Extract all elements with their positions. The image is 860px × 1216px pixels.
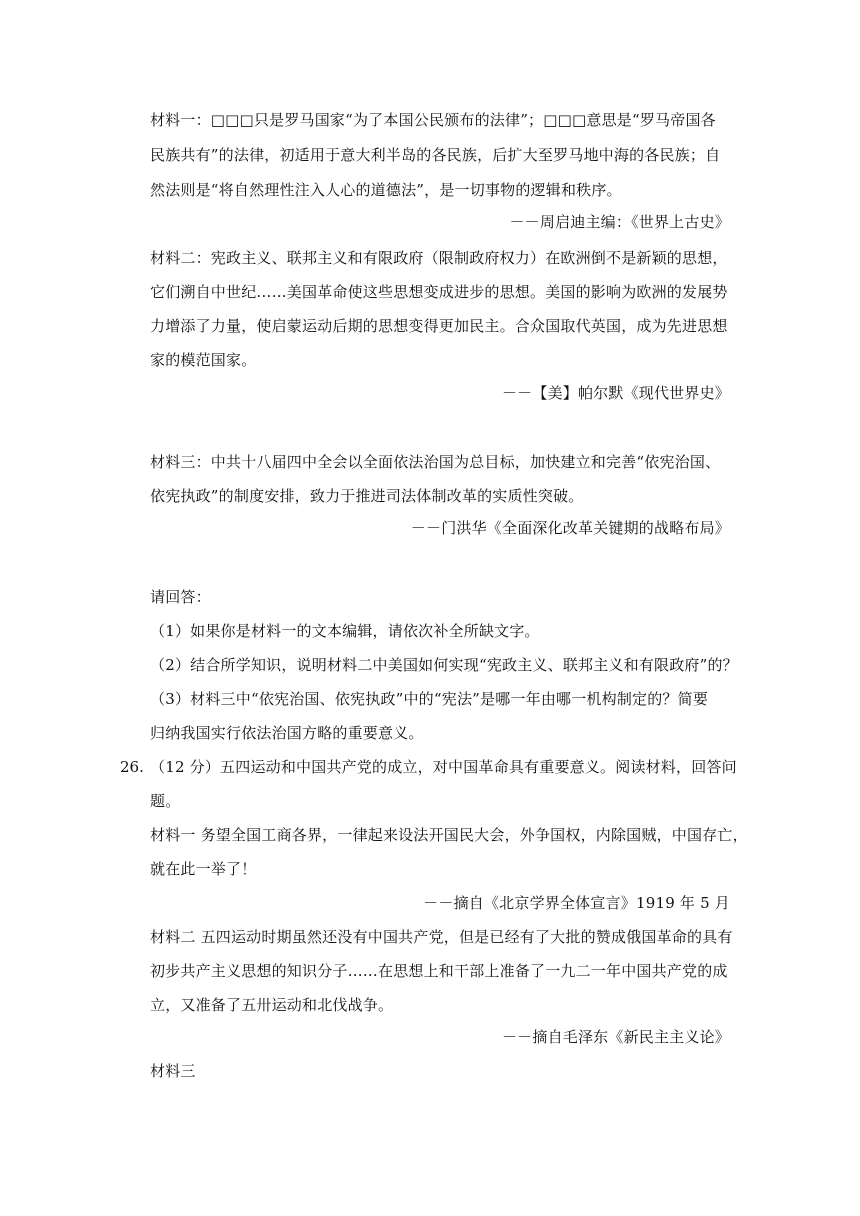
material2-line-1: 材料二：宪政主义、联邦主义和有限政府（限制政府权力）在欧洲倒不是新颖的思想， xyxy=(150,249,728,267)
question-2: （2）结合所学知识，说明材料二中美国如何实现“宪政主义、联邦主义和有限政府”的？ xyxy=(150,656,738,674)
material1-line-3: 然法则是“将自然理性注入人心的道德法”，是一切事物的逻辑和秩序。 xyxy=(150,181,622,199)
material1-source: －－周启迪主编：《世界上古史》 xyxy=(509,213,730,231)
material3-line-2: 依宪执政”的制度安排，致力于推进司法体制改革的实质性突破。 xyxy=(150,487,584,505)
material2-line-3: 力增添了力量，使启蒙运动后期的思想变得更加民主。合众国取代英国，成为先进思想 xyxy=(150,317,728,335)
q26-material2-line-3: 立，又准备了五卅运动和北伐战争。 xyxy=(150,996,394,1014)
q26-material1-line-1: 材料一 务望全国工商各界，一律起来设法开国民大会，外争国权，内除国贼，中国存亡， xyxy=(150,826,748,844)
material2-line-2: 它们溯自中世纪……美国革命使这些思想变成进步的思想。美国的影响为欧洲的发展势 xyxy=(150,283,728,301)
question-26-line-2: 题。 xyxy=(150,792,181,810)
material1-line-2: 民族共有”的法律，初适用于意大利半岛的各民族，后扩大至罗马地中海的各民族；自 xyxy=(150,146,721,164)
q26-material2-source: －－摘自毛泽东《新民主主义论》 xyxy=(501,1028,730,1046)
material2-source: －－【美】帕尔默《现代世界史》 xyxy=(501,384,730,402)
material1-line-1: 材料一：□□□只是罗马国家“为了本国公民颁布的法律”；□□□意思是“罗马帝国各 xyxy=(150,111,716,129)
material3-source: －－门洪华《全面深化改革关键期的战略布局》 xyxy=(410,519,730,537)
questions-prompt: 请回答： xyxy=(150,588,211,606)
question-1: （1）如果你是材料一的文本编辑，请依次补全所缺文字。 xyxy=(150,622,540,640)
question-3-line-2: 归纳我国实行依法治国方略的重要意义。 xyxy=(150,724,424,742)
question-26-number: 26. xyxy=(120,758,144,776)
material3-line-1: 材料三：中共十八届四中全会以全面依法治国为总目标，加快建立和完善“依宪治国、 xyxy=(150,453,721,471)
q26-material3-label: 材料三 xyxy=(150,1062,196,1080)
q26-material2-line-2: 初步共产主义思想的知识分子……在思想上和干部上准备了一九二一年中国共产党的成 xyxy=(150,962,728,980)
q26-material1-source: －－摘自《北京学界全体宣言》1919 年 5 月 xyxy=(423,894,730,912)
q26-material1-line-2: 就在此一举了！ xyxy=(150,860,257,878)
question-3-line-1: （3）材料三中“依宪治国、依宪执政”中的“宪法”是哪一年由哪一机构制定的？简要 xyxy=(150,690,709,708)
question-26-line-1: （12 分）五四运动和中国共产党的成立，对中国革命具有重要意义。阅读材料，回答问 xyxy=(150,758,737,776)
q26-material2-line-1: 材料二 五四运动时期虽然还没有中国共产党，但是已经有了大批的赞成俄国革命的具有 xyxy=(150,928,733,946)
material2-line-4: 家的模范国家。 xyxy=(150,351,257,369)
